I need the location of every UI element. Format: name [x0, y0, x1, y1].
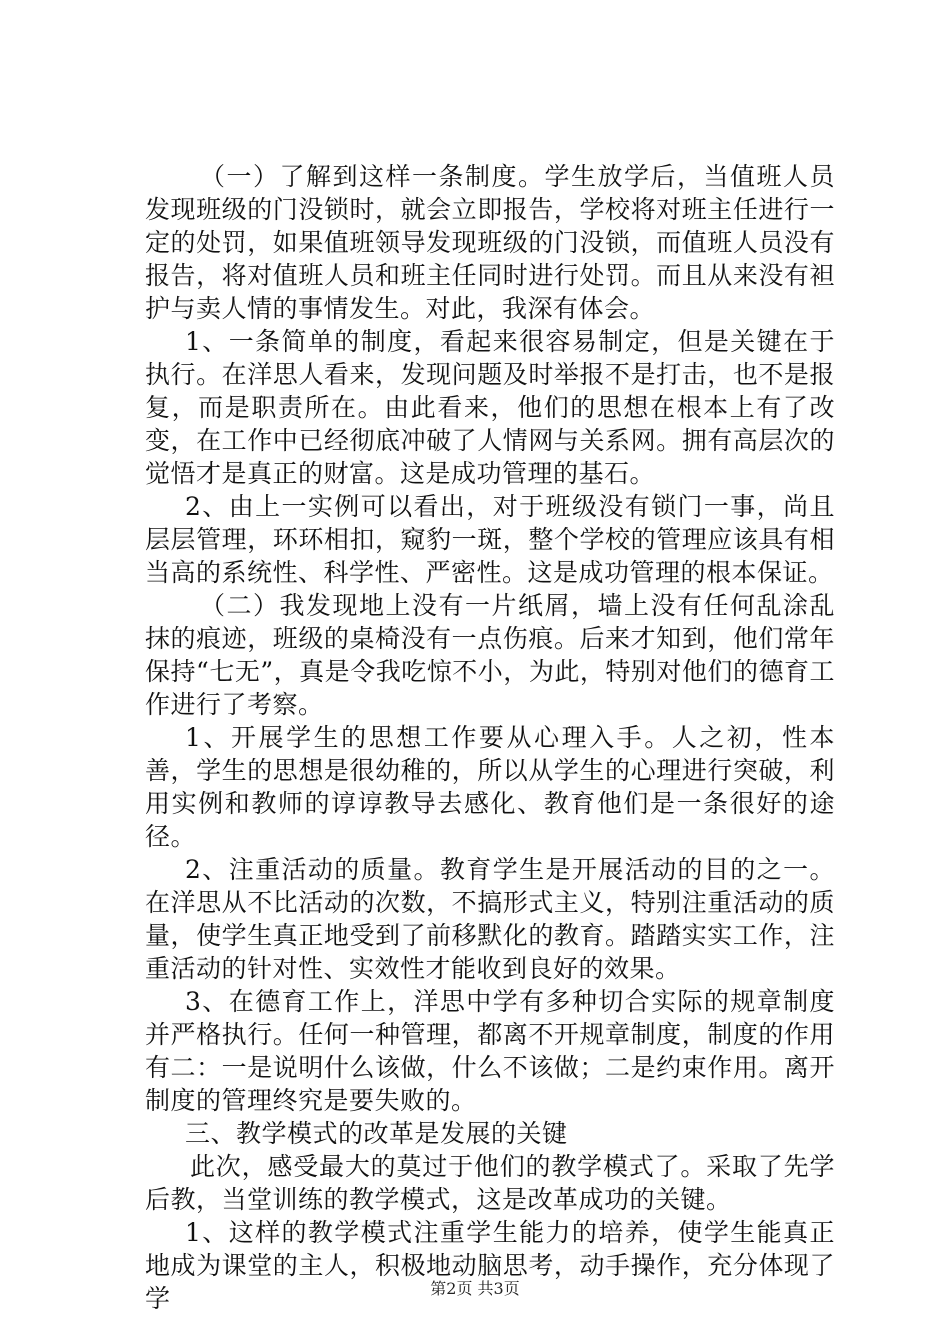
paragraph-point-3b: 3、在德育工作上，洋思中学有多种切合实际的规章制度并严格执行。任何一种管理，都离不开规章制度，制度的作用有二：一是说明什么该做，什么不该做；二是约束作用。离开制度的管理终究是要失败的。	[145, 987, 835, 1115]
paragraph-section-one: （一）了解到这样一条制度。学生放学后，当值班人员发现班级的门没锁时，就会立即报告，学校将对班主任进行一定的处罚，如果值班领导发现班级的门没锁，而值班人员没有报告，将对值班人员和班主任同时进行处罚。而且从来没有袒护与卖人情的事情发生。对此，我深有体会。	[145, 162, 835, 323]
paragraph-point-1: 1、一条简单的制度，看起来很容易制定，但是关键在于执行。在洋思人看来，发现问题及时举报不是打击，也不是报复，而是职责所在。由此看来，他们的思想在根本上有了改变，在工作中已经彻底冲破了人情网与关系网。拥有高层次的觉悟才是真正的财富。这是成功管理的基石。	[145, 327, 835, 488]
paragraph-section-two: （二）我发现地上没有一片纸屑，墙上没有任何乱涂乱抹的痕迹，班级的桌椅没有一点伤痕。后来才知到，他们常年保持“七无”，真是令我吃惊不小，为此，特别对他们的德育工作进行了考察。	[145, 591, 835, 719]
paragraph-point-1b: 1、开展学生的思想工作要从心理入手。人之初，性本善，学生的思想是很幼稚的，所以从学生的心理进行突破，利用实例和教师的谆谆教导去感化、教育他们是一条很好的途径。	[145, 723, 835, 851]
page-footer: 第2页 共3页	[430, 1279, 520, 1298]
paragraph-point-1c: 1、这样的教学模式注重学生能力的培养，使学生能真正地成为课堂的主人，积极地动脑思考，动手操作，充分体现了学	[145, 1218, 835, 1313]
paragraph-point-2b: 2、注重活动的质量。教育学生是开展活动的目的之一。在洋思从不比活动的次数，不搞形式主义，特别注重活动的质量，使学生真正地受到了前移默化的教育。踏踏实实工作，注重活动的针对性、实效性才能收到良好的效果。	[145, 855, 835, 983]
document-body	[145, 160, 835, 1315]
section-heading-three: 三、教学模式的改革是发展的关键	[185, 1119, 568, 1148]
paragraph-point-2: 2、由上一实例可以看出，对于班级没有锁门一事，尚且层层管理，环环相扣，窥豹一斑，整个学校的管理应该具有相当高的系统性、科学性、严密性。这是成功管理的根本保证。	[145, 492, 835, 587]
paragraph-section-three: 此次，感受最大的莫过于他们的教学模式了。采取了先学后教，当堂训练的教学模式，这是改革成功的关键。	[145, 1152, 835, 1214]
